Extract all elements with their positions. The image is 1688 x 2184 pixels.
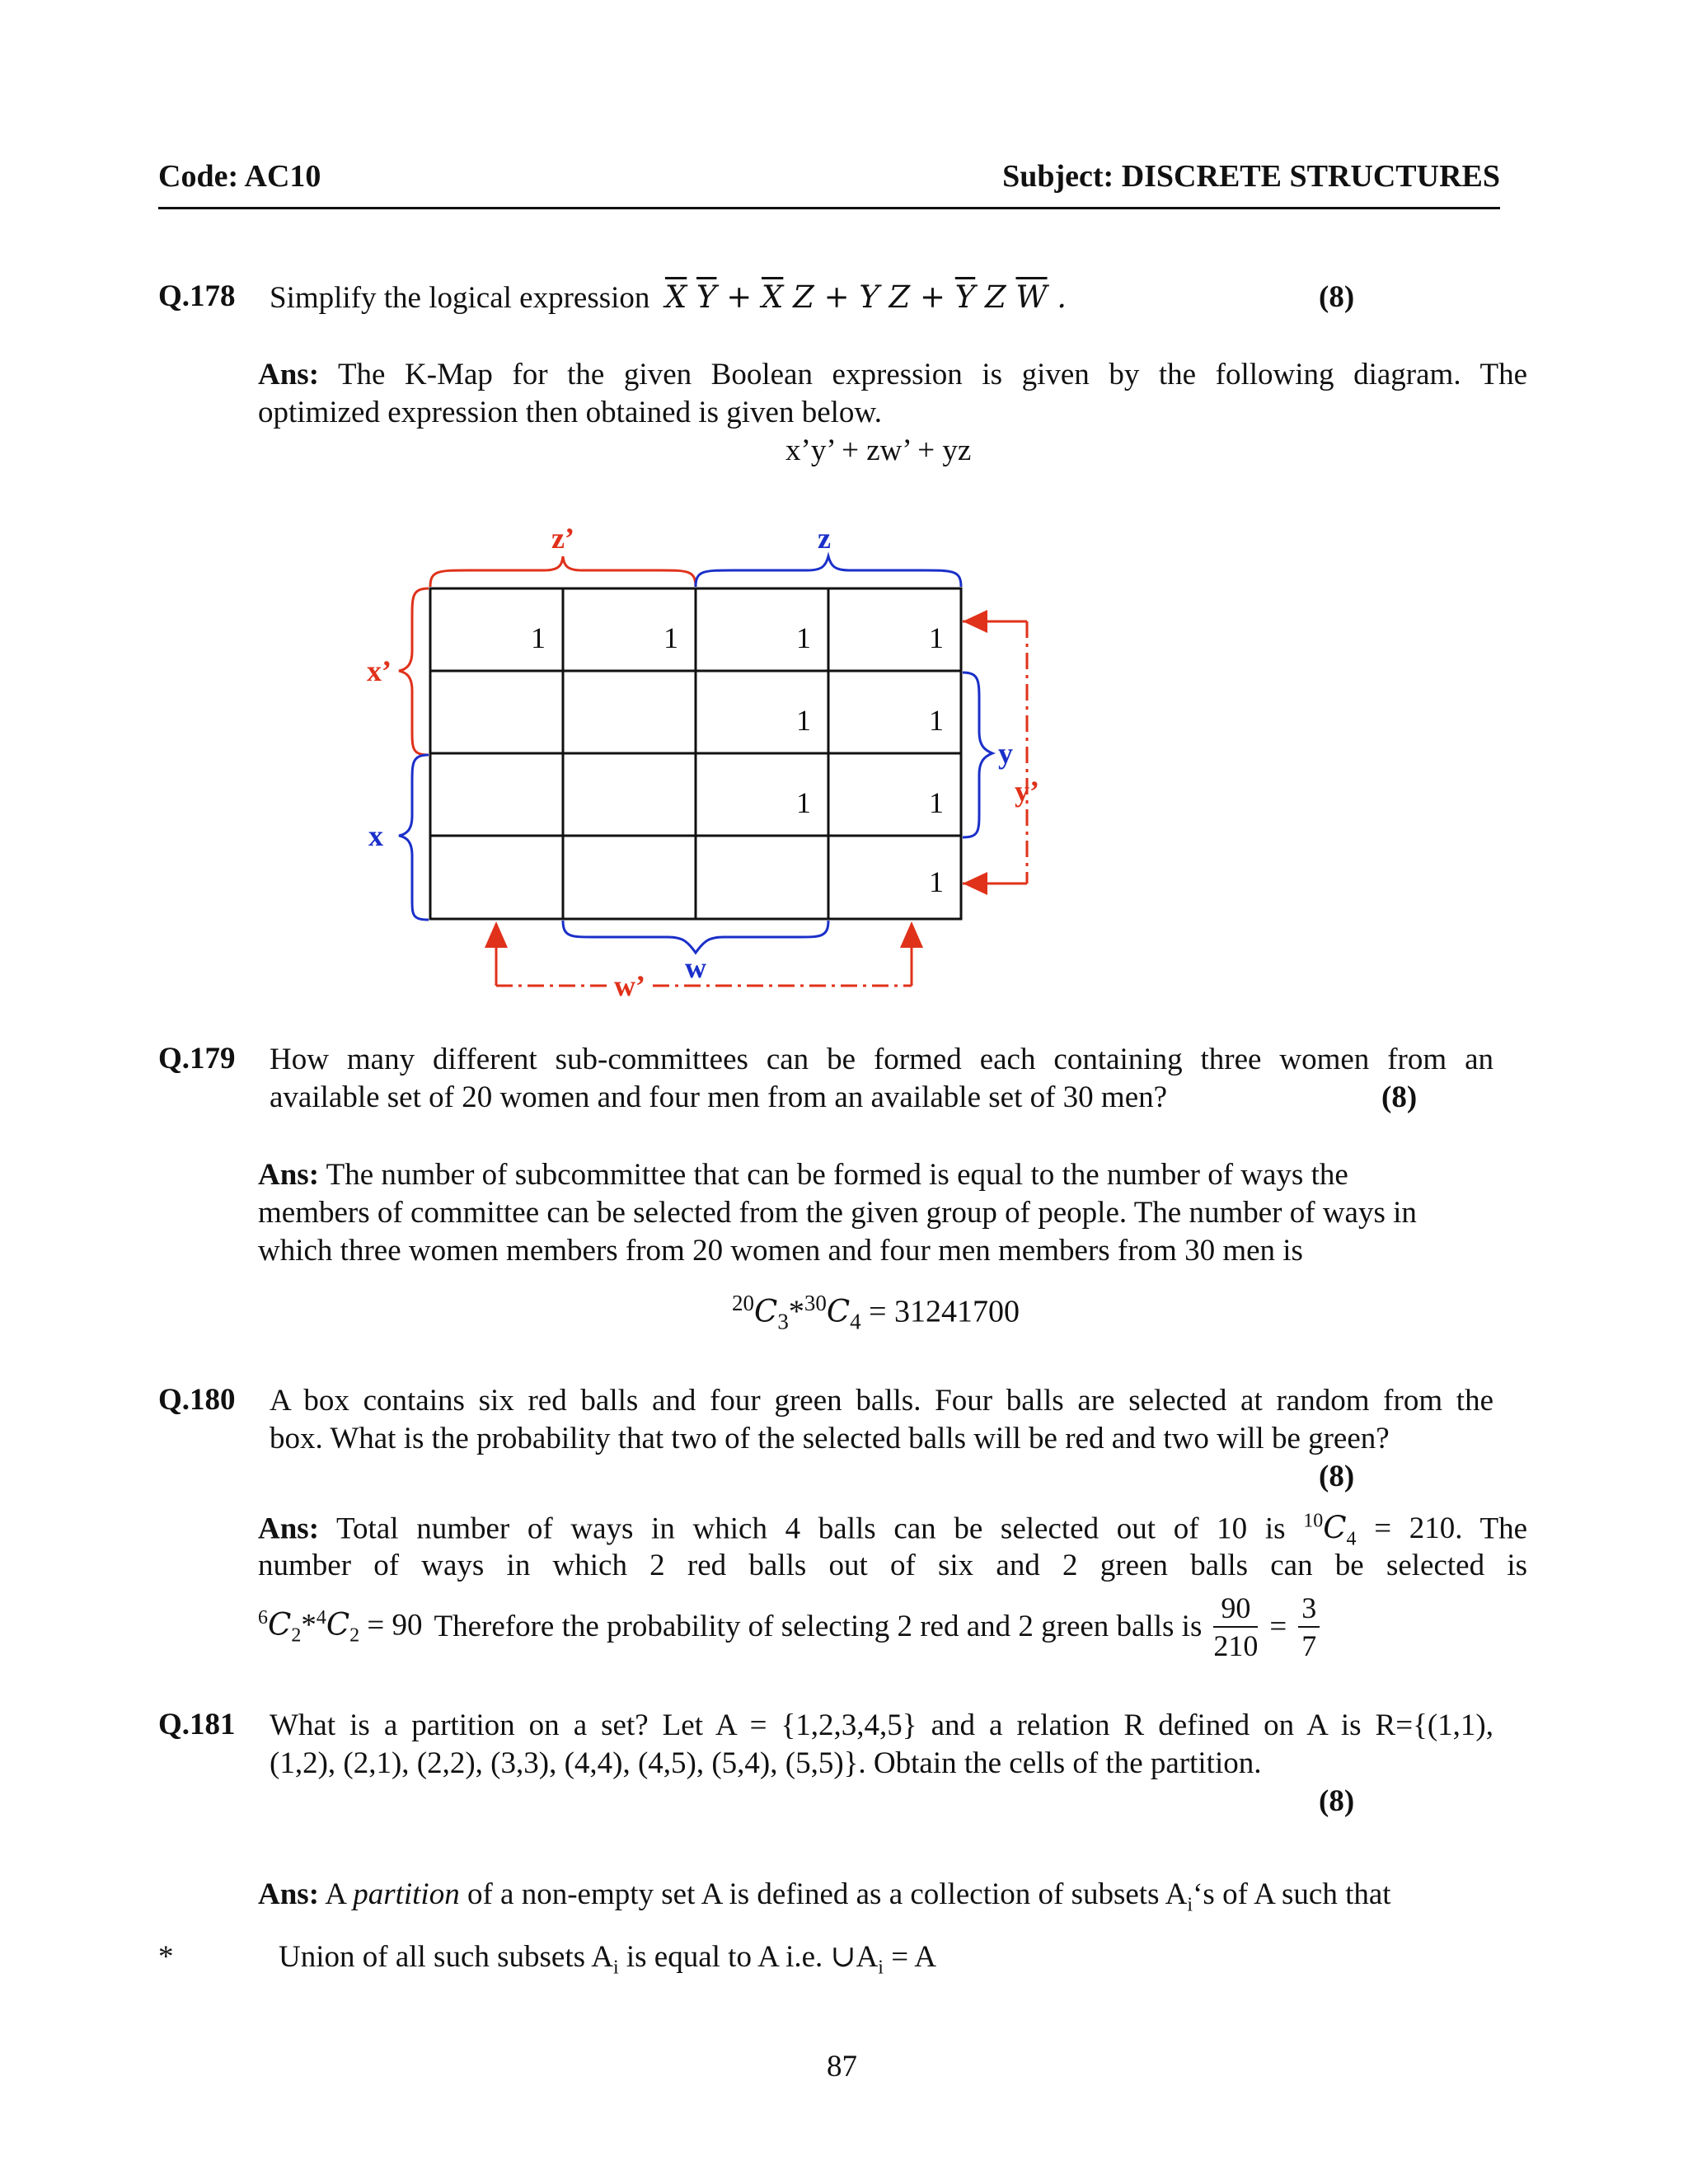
q180-fraction-1: $\frac{90}{210}$	[1213, 1591, 1259, 1662]
q179-question-line2: available set of 20 women and four men from an available set of 30 men?	[270, 1080, 1168, 1114]
q179-number: Q.179	[158, 1042, 236, 1076]
header-rule	[158, 207, 1500, 209]
q178-answer-line1: Ans: The K-Map for the given Boolean expression is given by the following diagram. The	[258, 358, 1527, 391]
label-y: y	[998, 737, 1013, 770]
arrow-bottom-right	[900, 921, 923, 948]
q181-number: Q.181	[158, 1708, 236, 1741]
q180-question-line2: box. What is the probability that two of the selected balls will be red and two will be green?	[270, 1422, 1390, 1455]
page-number: 87	[827, 2050, 857, 2083]
q180-answer-line1: Ans: Total number of ways in which 4 balls can be selected out of 10 is $^{10}C_4 = 210$. The	[258, 1510, 1528, 1550]
brace-w	[563, 921, 828, 953]
bracket-y-prime	[963, 621, 1027, 883]
q178-text: Simplify the logical expression	[270, 281, 650, 315]
q179-answer-line2: members of committee can be selected from the given group of people. The number of ways in	[258, 1196, 1417, 1230]
q180-number: Q.180	[158, 1383, 236, 1417]
label-x-prime: x’	[367, 654, 392, 687]
q179-formula: $^{20}C_3*^{30}C_4 = 31241700$	[732, 1291, 1020, 1334]
q181-answer: Ans: A partition of a non-empty set A is defined as a collection of subsets $A_i‘s$ of A such that	[258, 1877, 1391, 1916]
q178-number: Q.178	[158, 279, 236, 313]
brace-z	[696, 556, 961, 587]
kmap-cell: 1	[796, 786, 811, 819]
q178-answer-line2: optimized expression then obtained is given below.	[258, 396, 882, 429]
label-z: z	[818, 522, 831, 555]
q178-expression: $\overline{X}$ $\overline{Y} + \overline{X}$ Z + Y $Z + \overline{Y}$ Z $\overline{W}$ .	[664, 279, 1067, 315]
arrow-bottom-left	[485, 921, 508, 948]
q179-answer-line1: Ans: The number of subcommittee that can be formed is equal to the number of ways the	[258, 1158, 1348, 1192]
q179-question-line1: How many different sub-committees can be formed each containing three women from an	[270, 1043, 1493, 1076]
label-z-prime: z’	[551, 522, 574, 555]
kmap-cell: 1	[796, 704, 811, 737]
kmap-cell: 1	[929, 621, 944, 654]
q179-answer-line3: which three women members from 20 women and four men members from 30 men is	[258, 1234, 1303, 1268]
arrow-right-top	[963, 610, 987, 633]
kmap-cell: 1	[929, 865, 944, 898]
q178-question	[270, 279, 1067, 317]
q180-formula-1: $^{10}C_4 = 210$	[1303, 1510, 1456, 1550]
header-subject: Subject: DISCRETE STRUCTURES	[1002, 159, 1500, 194]
label-w-prime: w’	[614, 969, 645, 1002]
q180-fraction-2: $\frac{3}{7}$	[1298, 1590, 1320, 1664]
kmap-cell: 1	[929, 786, 944, 819]
q180-marks: (8)	[1319, 1460, 1355, 1493]
q178-marks: (8)	[1319, 280, 1355, 314]
q180-question-line1: A box contains six red balls and four green balls. Four balls are selected at random from the	[270, 1384, 1493, 1418]
label-w: w	[685, 951, 706, 984]
brace-y	[963, 673, 992, 837]
header-code: Code: AC10	[158, 159, 321, 194]
brace-x-prime	[399, 588, 429, 755]
kmap-grid	[430, 588, 961, 919]
q181-marks: (8)	[1319, 1784, 1355, 1818]
q180-answer-line2: number of ways in which 2 red balls out of six and 2 green balls can be selected is	[258, 1549, 1527, 1582]
brace-x	[399, 755, 429, 920]
label-y-prime: y’	[1015, 775, 1039, 808]
kmap-cell: 1	[929, 704, 944, 737]
q181-question-line2: (1,2), (2,1), (2,2), (3,3), (4,4), (4,5), (5,4), (5,5)}. Obtain the cells of the partition.	[270, 1746, 1262, 1780]
q180-answer-line3: $^6C_2*^4C_2 = 90$ Therefore the probability of selecting 2 red and 2 green balls is $\frac{90}{210}$ = $\frac{3}{7}$	[258, 1586, 1320, 1668]
brace-z-prime	[430, 556, 696, 587]
bullet-marker: *	[158, 1940, 174, 1974]
kmap-cell: 1	[796, 621, 811, 654]
q180-formula-2: $^6C_2*^4C_2 = 90$	[258, 1606, 423, 1647]
q178-result: x’y’ + zw’ + yz	[785, 434, 972, 467]
arrow-right-bottom	[963, 872, 987, 895]
q181-question-line1: What is a partition on a set? Let A = {1,2,3,4,5} and a relation R defined on A is R={(1,1),	[270, 1708, 1493, 1742]
q179-marks: (8)	[1381, 1080, 1418, 1114]
kmap-cell: 1	[663, 621, 678, 654]
label-x: x	[368, 819, 383, 852]
q181-bullet-text: Union of all such subsets $A_i$ is equal to A i.e. $\cup A_i = A$	[279, 1940, 936, 1979]
kmap-diagram	[346, 511, 1047, 1005]
kmap-cell: 1	[531, 621, 546, 654]
kmap-cells	[531, 621, 944, 898]
